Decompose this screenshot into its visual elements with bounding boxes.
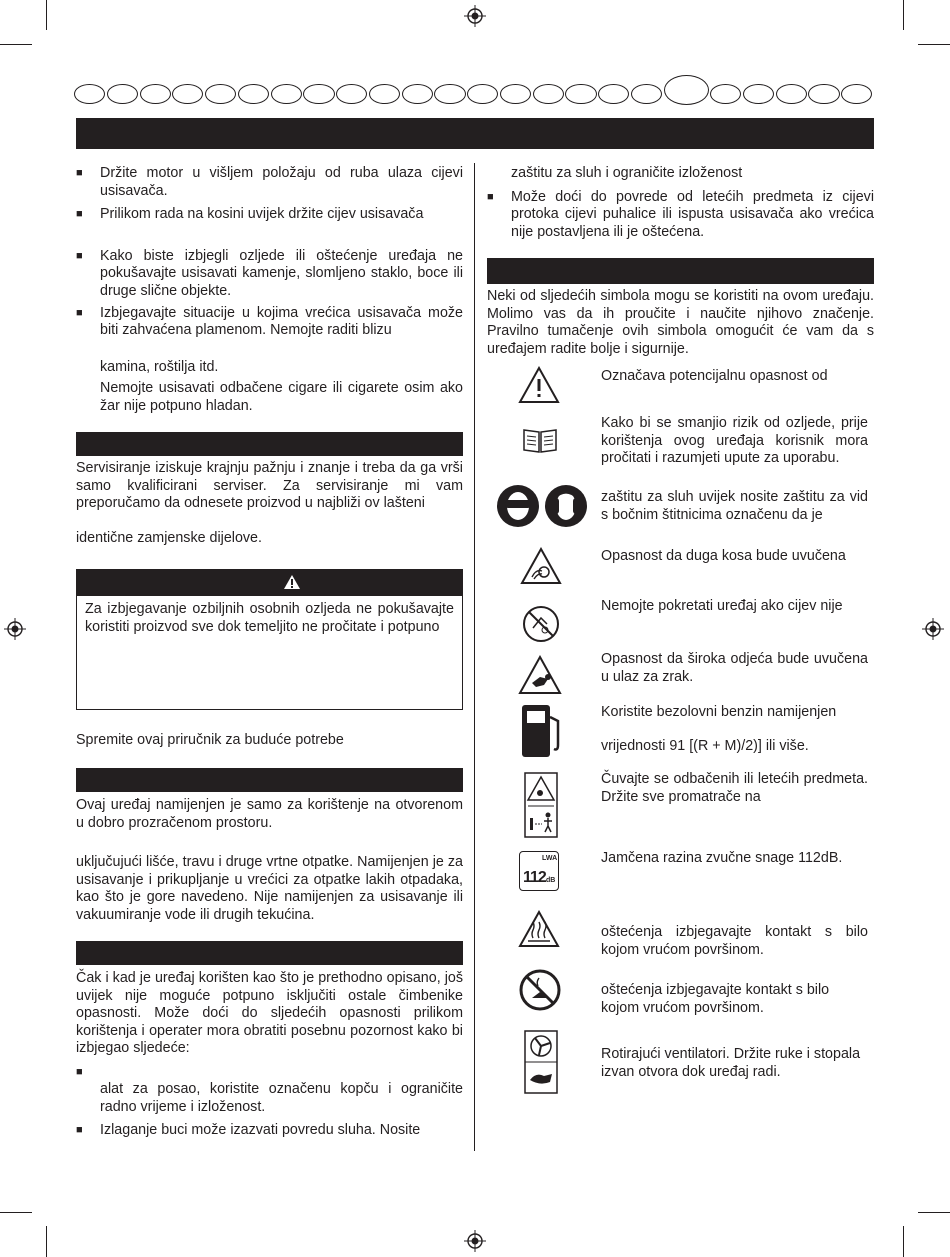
registration-mark-icon: [464, 1230, 486, 1252]
rotating-fan-icon: [524, 1030, 558, 1094]
symbol-description: Čuvajte se odbačenih ili letećih predmeta. Držite sve promatrače na: [601, 771, 868, 805]
registration-mark-icon: [4, 618, 26, 640]
crop-mark: [46, 0, 47, 30]
language-tab[interactable]: [140, 84, 171, 104]
symbol-description: zaštitu za sluh uvijek nosite zaštitu za vid s bočnim štitnicima označenu da je: [601, 489, 868, 523]
list-item: ■ Držite motor u višljem položaju od ruba ulaza cijevi usisavača.: [76, 165, 463, 200]
list-item: ■ Kako biste izbjegli ozljede ili oštećenje uređaja ne pokušavajte usisavati kamenje, slomljeno staklo, boce ili druge slične objekte.: [76, 248, 463, 301]
no-start-without-tube-icon: [521, 604, 561, 644]
symbol-description: Kako bi se smanjio rizik od ozljede, prije korištenja ovog uređaja korisnik mora pročitati i razumjeti upute za uporabu.: [601, 415, 868, 467]
language-tab[interactable]: [434, 84, 465, 104]
thrown-objects-icon: [524, 772, 558, 838]
language-tab[interactable]: [598, 84, 629, 104]
residual-risks-paragraph: Čak i kad je uređaj korišten kao što je prethodno opisano, još uvijek nije moguće potpuno isključiti ostale čimbenike opasnosti. Može doći do sljedećih opasnosti prilikom korištenja i operater mora obratiti posebnu pozornost kako bi izbjegao sljedeće:: [76, 970, 463, 1057]
list-item: ■ Može doći do povrede od letećih predmeta iz cijevi protoka cijevi puhalice ili ispusta usisavača ako vrećica nije postavljena ili je oštećena.: [487, 189, 874, 242]
symbols-intro: Neki od sljedećih simbola mogu se koristiti na ovom uređaju. Molimo vas da ih proučite i naučite njihovo značenje. Pravilno tumačenje ovih simbola omogućit će vam da s uređajem radite bolje i sigurnije.: [487, 288, 874, 357]
symbol-description: Jamčena razina zvučne snage 112dB.: [601, 850, 843, 866]
language-tab[interactable]: [743, 84, 774, 104]
symbols-heading-bar: [487, 258, 874, 284]
intended-use-paragraph: uključujući lišće, travu i druge vrtne otpatke. Namijenjen je za usisavanje i prikupljanje u vrećici za otpatke lakih otpadaka, kao što je gore navedeno. Nije namijenjen za usisavanje ili vakuumiranje vode ili drugih tekućina.: [76, 854, 463, 923]
list-item: ■ Izbjegavajte situacije u kojima vrećica usisavača može biti zahvaćena plamenom. Nemojte raditi blizu: [76, 305, 463, 340]
list-item-continuation: zaštitu za sluh i ograničite izloženost: [511, 165, 743, 181]
header-bar: [76, 118, 874, 149]
service-paragraph-cont: identične zamjenske dijelove.: [76, 530, 262, 546]
language-tab[interactable]: [565, 84, 596, 104]
eye-ear-protection-icon: [496, 484, 590, 528]
language-tab[interactable]: [238, 84, 269, 104]
crop-mark: [903, 0, 904, 30]
crop-mark: [0, 44, 32, 45]
language-tab[interactable]: [533, 84, 564, 104]
language-tab[interactable]: [710, 84, 741, 104]
warning-triangle-icon: [283, 574, 301, 590]
symbol-description: vrijednosti 91 [(R + M)/2)] ili više.: [601, 738, 809, 754]
fuel-pump-icon: [520, 703, 564, 759]
language-tab[interactable]: [841, 84, 872, 104]
save-manual-text: Spremite ovaj priručnik za buduće potrebe: [76, 732, 344, 748]
manual-book-icon: [522, 425, 558, 455]
left-column-top: [76, 165, 463, 416]
symbol-description: Rotirajući ventilatori. Držite ruke i stopala izvan otvora dok uređaj radi.: [601, 1046, 861, 1080]
residual-risks-heading-bar: [76, 941, 463, 965]
language-tab[interactable]: [776, 84, 807, 104]
language-tab[interactable]: [500, 84, 531, 104]
symbol-description: oštećenja izbjegavajte kontakt s bilo kojom vrućom površinom.: [601, 924, 868, 958]
language-tab[interactable]: [467, 84, 498, 104]
crop-mark: [918, 1212, 950, 1213]
column-divider: [474, 163, 475, 1151]
intended-use-heading-bar: [76, 768, 463, 792]
crop-mark: [918, 44, 950, 45]
language-tab[interactable]: [74, 84, 105, 104]
language-tab[interactable]: [271, 84, 302, 104]
list-item-continuation: Nemojte usisavati odbačene cigare ili cigarete osim ako žar nije potpuno hladan.: [100, 380, 463, 414]
list-item-continuation: kamina, roštilja itd.: [100, 358, 219, 375]
symbol-description: oštećenja izbjegavajte kontakt s bilo kojom vrućom površinom.: [601, 982, 830, 1016]
list-item: ■ Izlaganje buci može izazvati povredu sluha. Nosite: [76, 1122, 463, 1140]
service-paragraph: Servisiranje iziskuje krajnju pažnju i znanje i treba da ga vrši samo kvalificirani serviser. Za servisiranje mi vam preporučamo da odnesete proizvod u najbliži ov lašteni: [76, 460, 463, 512]
language-tab[interactable]: [336, 84, 367, 104]
symbol-description: Označava potencijalnu opasnost od: [601, 368, 828, 384]
intended-use-paragraph: Ovaj uređaj namijenjen je samo za korištenje na otvorenom u dobro prozračenom prostoru.: [76, 797, 463, 831]
language-tab[interactable]: [402, 84, 433, 104]
no-touch-hot-icon: [518, 968, 562, 1012]
language-tab[interactable]: [172, 84, 203, 104]
long-hair-hazard-icon: [520, 547, 562, 585]
language-tab[interactable]: [303, 84, 334, 104]
symbol-description: Nemojte pokretati uređaj ako cijev nije: [601, 598, 843, 614]
language-tabs: [74, 84, 874, 106]
language-tab-active[interactable]: [664, 75, 709, 105]
language-tab[interactable]: [205, 84, 236, 104]
language-tab[interactable]: [369, 84, 400, 104]
crop-mark: [903, 1226, 904, 1257]
warning-triangle-icon: [518, 366, 560, 404]
language-tab[interactable]: [808, 84, 839, 104]
badge-unit: dB: [546, 877, 556, 884]
symbol-description: Koristite bezolovni benzin namijenjen: [601, 704, 837, 720]
language-tab[interactable]: [107, 84, 138, 104]
list-item-continuation: alat za posao, koristite označenu kopču i ograničite radno vrijeme i izloženost.: [100, 1081, 463, 1115]
symbol-description: Opasnost da duga kosa bude uvučena: [601, 548, 846, 564]
loose-clothing-hazard-icon: [518, 655, 562, 695]
list-item: [76, 1064, 463, 1081]
crop-mark: [0, 1212, 32, 1213]
service-heading-bar: [76, 432, 463, 456]
badge-label: LWA: [542, 855, 558, 862]
warning-text: Za izbjegavanje ozbiljnih osobnih ozljeda ne pokušavajte koristiti proizvod sve dok temeljito ne pročitate i potpuno: [85, 601, 454, 635]
registration-mark-icon: [464, 5, 486, 27]
warning-heading-bar: [76, 569, 463, 596]
hot-surface-icon: [518, 910, 560, 948]
list-item: ■ Prilikom rada na kosini uvijek držite cijev usisavača: [76, 206, 463, 224]
badge-value: 112: [523, 869, 546, 886]
language-tab[interactable]: [631, 84, 662, 104]
residual-list: [76, 1064, 463, 1140]
right-column-top: [487, 165, 874, 241]
crop-mark: [46, 1226, 47, 1257]
sound-power-icon: [519, 851, 559, 891]
symbol-description: Opasnost da široka odjeća bude uvučena u ulaz za zrak.: [601, 651, 868, 685]
registration-mark-icon: [922, 618, 944, 640]
